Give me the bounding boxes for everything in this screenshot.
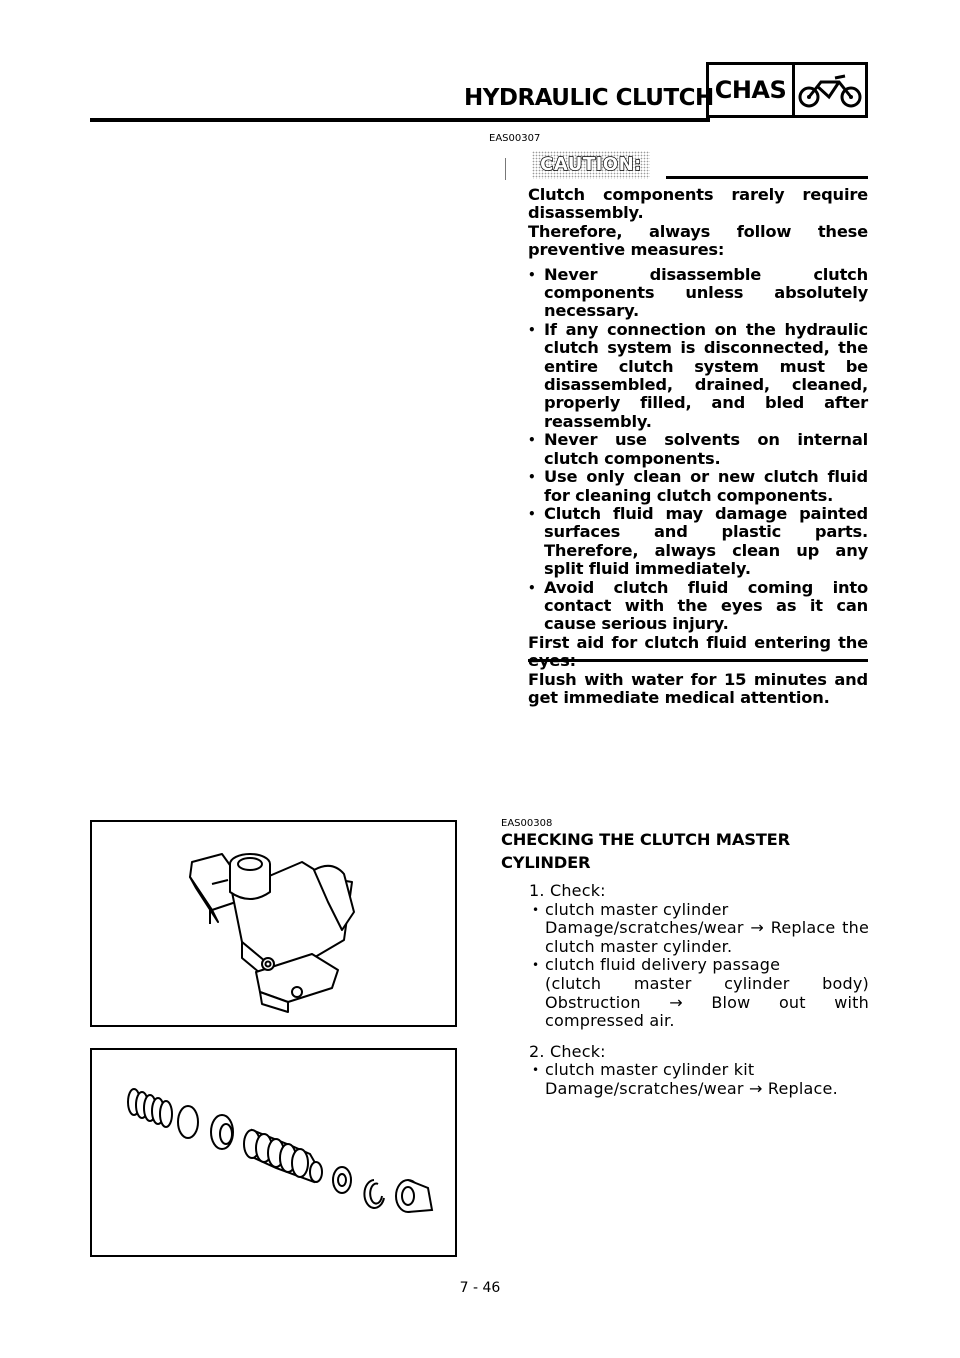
check-steps bbox=[501, 882, 869, 1099]
list-item: • Avoid clutch fluid coming into contact with the eyes as it can cause serious injury. bbox=[528, 579, 868, 634]
page-number: 7 - 46 bbox=[459, 1280, 501, 1296]
list-item: • If any connection on the hydraulic clutch system is disconnected, the entire clutch system must be disassembled, drained, cleaned, properly filled, and bled after reassembly. bbox=[528, 321, 868, 431]
check-detail: (clutch master cylinder body) Obstruction → Blow out with compressed air. bbox=[545, 973, 869, 1031]
caution-intro: Therefore, always follow these preventive measures: bbox=[528, 221, 868, 260]
check-detail: Damage/scratches/wear → Replace the clutch master cylinder. bbox=[545, 918, 869, 956]
check-item: • clutch fluid delivery passage bbox=[501, 956, 869, 975]
list-item: • Never disassemble clutch components unless absolutely necessary. bbox=[528, 266, 868, 321]
page-title: HYDRAULIC CLUTCH bbox=[464, 85, 714, 111]
list-item: • Clutch fluid may damage painted surfaces and plastic parts. Therefore, always clean up any split fluid immediately. bbox=[528, 505, 868, 579]
clutch-master-cylinder-illustration bbox=[90, 820, 457, 1027]
step-label: 2. Check: bbox=[529, 1041, 606, 1061]
caution-top-rule bbox=[666, 176, 868, 179]
section-badge bbox=[706, 62, 868, 118]
step-label: 1. Check: bbox=[529, 881, 606, 900]
check-item: • clutch master cylinder kit bbox=[501, 1061, 869, 1080]
check-detail: Damage/scratches/wear → Replace. bbox=[545, 1078, 838, 1098]
margin-mark bbox=[505, 158, 506, 180]
caution-bottom-rule bbox=[528, 659, 868, 662]
list-item: • Use only clean or new clutch fluid for cleaning clutch components. bbox=[528, 468, 868, 505]
section-code: CHAS bbox=[709, 65, 795, 115]
caution-body bbox=[528, 186, 868, 707]
check-item: • clutch master cylinder bbox=[501, 901, 869, 920]
clutch-master-cylinder-kit-illustration bbox=[90, 1048, 457, 1257]
reference-code: EAS00307 bbox=[489, 133, 541, 144]
motorcycle-icon bbox=[795, 65, 865, 115]
section-title: CHECKING THE CLUTCH MASTER CYLINDER bbox=[501, 830, 790, 872]
header-rule bbox=[90, 118, 710, 122]
list-item: • Never use solvents on internal clutch components. bbox=[528, 431, 868, 468]
reference-code: EAS00308 bbox=[501, 818, 553, 829]
first-aid-title: First aid for clutch fluid entering the bbox=[528, 632, 868, 652]
caution-label: CAUTION: bbox=[532, 151, 650, 179]
caution-list bbox=[528, 266, 868, 634]
first-aid-text: Flush with water for 15 minutes and get immediate medical attention. bbox=[528, 669, 868, 707]
caution-intro: Clutch components rarely require disassembly. bbox=[528, 185, 868, 223]
